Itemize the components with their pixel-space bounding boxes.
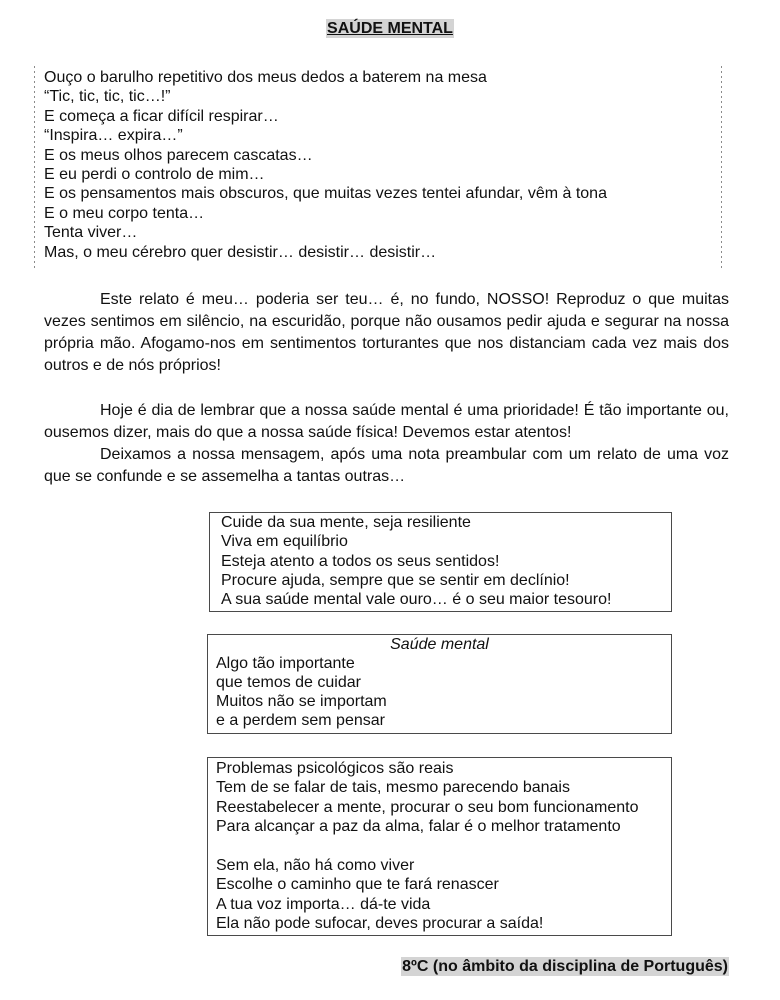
- poem-line: E o meu corpo tenta…: [44, 204, 205, 222]
- box-line: Viva em equilíbrio: [221, 533, 348, 551]
- poem-line: E eu perdi o controlo de mim…: [44, 166, 265, 184]
- box-line: Escolhe o caminho que te fará renascer: [216, 876, 499, 894]
- box-line: Algo tão importante: [216, 654, 355, 672]
- poem-line: Tenta viver…: [44, 224, 138, 242]
- box-heading: Saúde mental: [390, 636, 489, 653]
- body-text: [44, 289, 729, 488]
- poem-line: Mas, o meu cérebro quer desistir… desistir… desistir…: [44, 243, 437, 261]
- title-text: SAÚDE MENTAL: [327, 20, 453, 37]
- box-line: e a perdem sem pensar: [216, 711, 385, 729]
- paragraph-mensagem: Deixamos a nossa mensagem, após uma nota preambular com um relato de uma voz que se confunde e se assemelha a tantas outras…: [44, 446, 729, 485]
- box-line: A sua saúde mental vale ouro… é o seu maior tesouro!: [221, 591, 612, 609]
- box-line: Reestabelecer a mente, procurar o seu bom funcionamento: [216, 798, 639, 816]
- box-line: Tem de se falar de tais, mesmo parecendo banais: [216, 779, 570, 797]
- poem-line: “Tic, tic, tic, tic…!”: [44, 88, 171, 106]
- poem-line: “Inspira… expira…”: [44, 127, 183, 145]
- poem-line: E os pensamentos mais obscuros, que muitas vezes tentei afundar, vêm à tona: [44, 185, 607, 203]
- stanza: [216, 856, 671, 934]
- paragraph-relato: Este relato é meu… poderia ser teu… é, no fundo, NOSSO! Reproduz o que muitas vezes sentimos em silêncio, na escuridão, porque não ousamos pedir ajuda e segurar na nossa própria mão. Afogamo-nos em sentimentos torturantes que nos distanciam cada vez mais dos outros e de nós próprios!: [44, 291, 729, 374]
- message-box-2: [207, 634, 672, 734]
- opening-poem: [33, 66, 722, 269]
- message-box-1: [209, 512, 672, 612]
- document-title: [0, 19, 780, 38]
- box-line: Muitos não se importam: [216, 692, 387, 710]
- box-line: Para alcançar a paz da alma, falar é o melhor tratamento: [216, 818, 621, 836]
- paragraph-hoje: Hoje é dia de lembrar que a nossa saúde mental é uma prioridade! É tão importante ou, ousemos dizer, mais do que a nossa saúde física! Devemos estar atentos!: [44, 402, 729, 441]
- poem-line: E começa a ficar difícil respirar…: [44, 107, 279, 125]
- box-line: Problemas psicológicos são reais: [216, 760, 454, 777]
- message-box-3: [207, 757, 672, 936]
- class-credit: 8ºC (no âmbito da disciplina de Português): [402, 958, 728, 975]
- box-line: A tua voz importa… dá-te vida: [216, 895, 431, 913]
- box-line: Sem ela, não há como viver: [216, 857, 415, 875]
- box-line: Ela não pode sufocar, deves procurar a saída!: [216, 915, 544, 933]
- box-line: Cuide da sua mente, seja resiliente: [221, 514, 471, 531]
- box-line: Esteja atento a todos os seus sentidos!: [221, 552, 500, 570]
- box-line: que temos de cuidar: [216, 673, 361, 691]
- poem-line: E os meus olhos parecem cascatas…: [44, 146, 313, 164]
- box-line: Procure ajuda, sempre que se sentir em declínio!: [221, 571, 570, 589]
- stanza: [216, 759, 671, 837]
- poem-line: Ouço o barulho repetitivo dos meus dedos a baterem na mesa: [44, 69, 487, 86]
- stanza-gap: [216, 837, 671, 856]
